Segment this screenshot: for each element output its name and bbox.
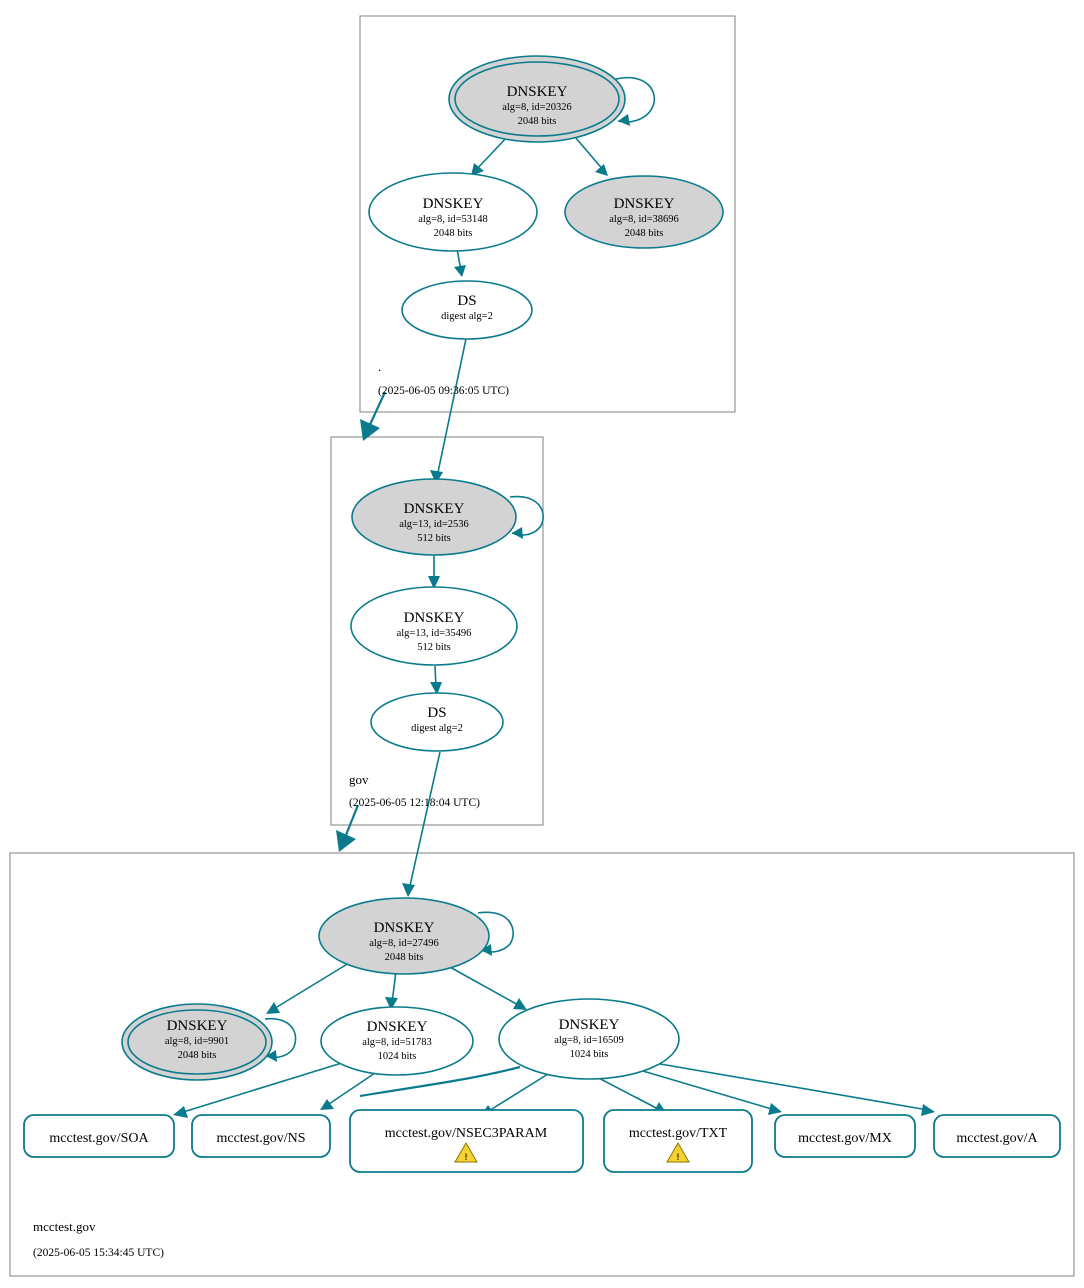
zone-label-mcctest: mcctest.gov bbox=[33, 1219, 96, 1234]
node-gov-ds-title: DS bbox=[427, 705, 447, 721]
node-mcc-51783-bits: 1024 bits bbox=[377, 1051, 417, 1062]
rr-mx-label: mcctest.gov/MX bbox=[798, 1131, 892, 1146]
node-gov-ksk-alg: alg=13, id=2536 bbox=[399, 519, 469, 530]
node-mcc-9901-bits: 2048 bits bbox=[177, 1050, 217, 1061]
node-root-dnskey-38696-alg: alg=8, id=38696 bbox=[609, 214, 679, 225]
node-mcc-16509-title: DNSKEY bbox=[558, 1017, 620, 1033]
zone-label-root: . bbox=[378, 359, 382, 374]
node-root-dnskey-38696-bits: 2048 bits bbox=[624, 228, 664, 239]
edge-zone-root-to-gov bbox=[368, 392, 385, 429]
node-mcc-51783-alg: alg=8, id=51783 bbox=[362, 1037, 432, 1048]
node-root-zsk-53148[interactable] bbox=[369, 173, 537, 251]
node-mcc-16509-bits: 1024 bits bbox=[569, 1049, 609, 1060]
edge-gov-ds-to-mcc-dnskey bbox=[409, 752, 440, 890]
node-mcc-16509-alg: alg=8, id=16509 bbox=[554, 1035, 624, 1046]
node-root-ksk-alg: alg=8, id=20326 bbox=[502, 102, 572, 113]
edge-root-ksk-to-38696 bbox=[575, 137, 605, 172]
edge-arrow-mcc-ksk-to-9901 bbox=[266, 1002, 280, 1014]
edge-arrow-mcc-51783-to-ns bbox=[320, 1099, 334, 1110]
zone-timestamp-mcctest: (2025-06-05 15:34:45 UTC) bbox=[33, 1247, 164, 1259]
node-gov-zsk-bits: 512 bits bbox=[417, 642, 451, 653]
edge-root-ksk-to-53148 bbox=[474, 135, 509, 172]
edge-arrow-mcc-51783-to-soa bbox=[173, 1106, 188, 1118]
node-gov-ksk-title: DNSKEY bbox=[403, 501, 465, 517]
svg-text:!: ! bbox=[676, 1152, 680, 1162]
edge-arrow-mcc-16509-to-mx bbox=[768, 1103, 782, 1115]
node-gov-ksk-bits: 512 bits bbox=[417, 533, 451, 544]
node-mcc-9901-title: DNSKEY bbox=[166, 1018, 228, 1034]
node-gov-zsk-alg: alg=13, id=35496 bbox=[396, 628, 472, 639]
node-root-zsk-53148-alg: alg=8, id=53148 bbox=[418, 214, 488, 225]
node-root-ksk-bits: 2048 bits bbox=[517, 116, 557, 127]
node-mcc-ksk-title: DNSKEY bbox=[373, 920, 435, 936]
edge-arrow-gov-ksk-self bbox=[512, 527, 523, 539]
edge-mcc-16509-to-nsec3param bbox=[487, 1074, 548, 1112]
node-gov-ds-digest: digest alg=2 bbox=[411, 723, 463, 734]
rr-a-label: mcctest.gov/A bbox=[956, 1131, 1038, 1146]
node-root-ds[interactable] bbox=[402, 281, 532, 339]
zone-timestamp-gov: (2025-06-05 12:18:04 UTC) bbox=[349, 797, 480, 809]
rr-soa-label: mcctest.gov/SOA bbox=[49, 1131, 149, 1146]
edge-root-ds-to-gov-dnskey bbox=[437, 334, 467, 477]
node-mcc-51783-title: DNSKEY bbox=[366, 1019, 428, 1035]
edge-mcc-16509-to-a bbox=[637, 1060, 928, 1110]
node-root-zsk-53148-title: DNSKEY bbox=[422, 196, 484, 212]
svg-text:!: ! bbox=[464, 1152, 468, 1162]
node-root-zsk-53148-bits: 2048 bits bbox=[433, 228, 473, 239]
edge-mcc-ksk-to-16509 bbox=[448, 966, 520, 1006]
node-root-dnskey-38696-title: DNSKEY bbox=[613, 196, 675, 212]
edge-arrow-mcc-16509-to-a bbox=[921, 1104, 935, 1116]
node-root-ksk-title: DNSKEY bbox=[506, 84, 568, 100]
rr-nsec3param-label: mcctest.gov/NSEC3PARAM bbox=[384, 1126, 548, 1141]
edge-arrow-root-ksk-self bbox=[618, 114, 630, 126]
node-root-ds-digest: digest alg=2 bbox=[441, 311, 493, 322]
edge-arrow-root-53148-to-ds bbox=[454, 265, 466, 277]
edge-mcc-51783-to-ns bbox=[326, 1073, 375, 1106]
node-mcc-ksk-bits: 2048 bits bbox=[384, 952, 424, 963]
rr-ns-label: mcctest.gov/NS bbox=[216, 1131, 306, 1146]
node-root-ds-title: DS bbox=[457, 293, 477, 309]
edge-mcc-ksk-to-9901 bbox=[272, 963, 349, 1010]
node-gov-ds[interactable] bbox=[371, 693, 503, 751]
node-mcc-ksk-alg: alg=8, id=27496 bbox=[369, 938, 439, 949]
node-mcc-9901-alg: alg=8, id=9901 bbox=[164, 1036, 230, 1047]
edge-arrow-gov-ds-to-mcc-dnskey bbox=[402, 883, 415, 897]
node-gov-zsk[interactable] bbox=[351, 587, 517, 665]
rr-txt[interactable] bbox=[604, 1110, 752, 1172]
node-gov-zsk-title: DNSKEY bbox=[403, 610, 465, 626]
rr-nsec3param[interactable] bbox=[350, 1110, 583, 1172]
zone-label-gov: gov bbox=[349, 772, 369, 787]
rr-txt-label: mcctest.gov/TXT bbox=[628, 1126, 728, 1141]
edge-arrow-root-ksk-to-38696 bbox=[595, 164, 608, 176]
zone-timestamp-root: (2025-06-05 09:36:05 UTC) bbox=[378, 385, 509, 397]
